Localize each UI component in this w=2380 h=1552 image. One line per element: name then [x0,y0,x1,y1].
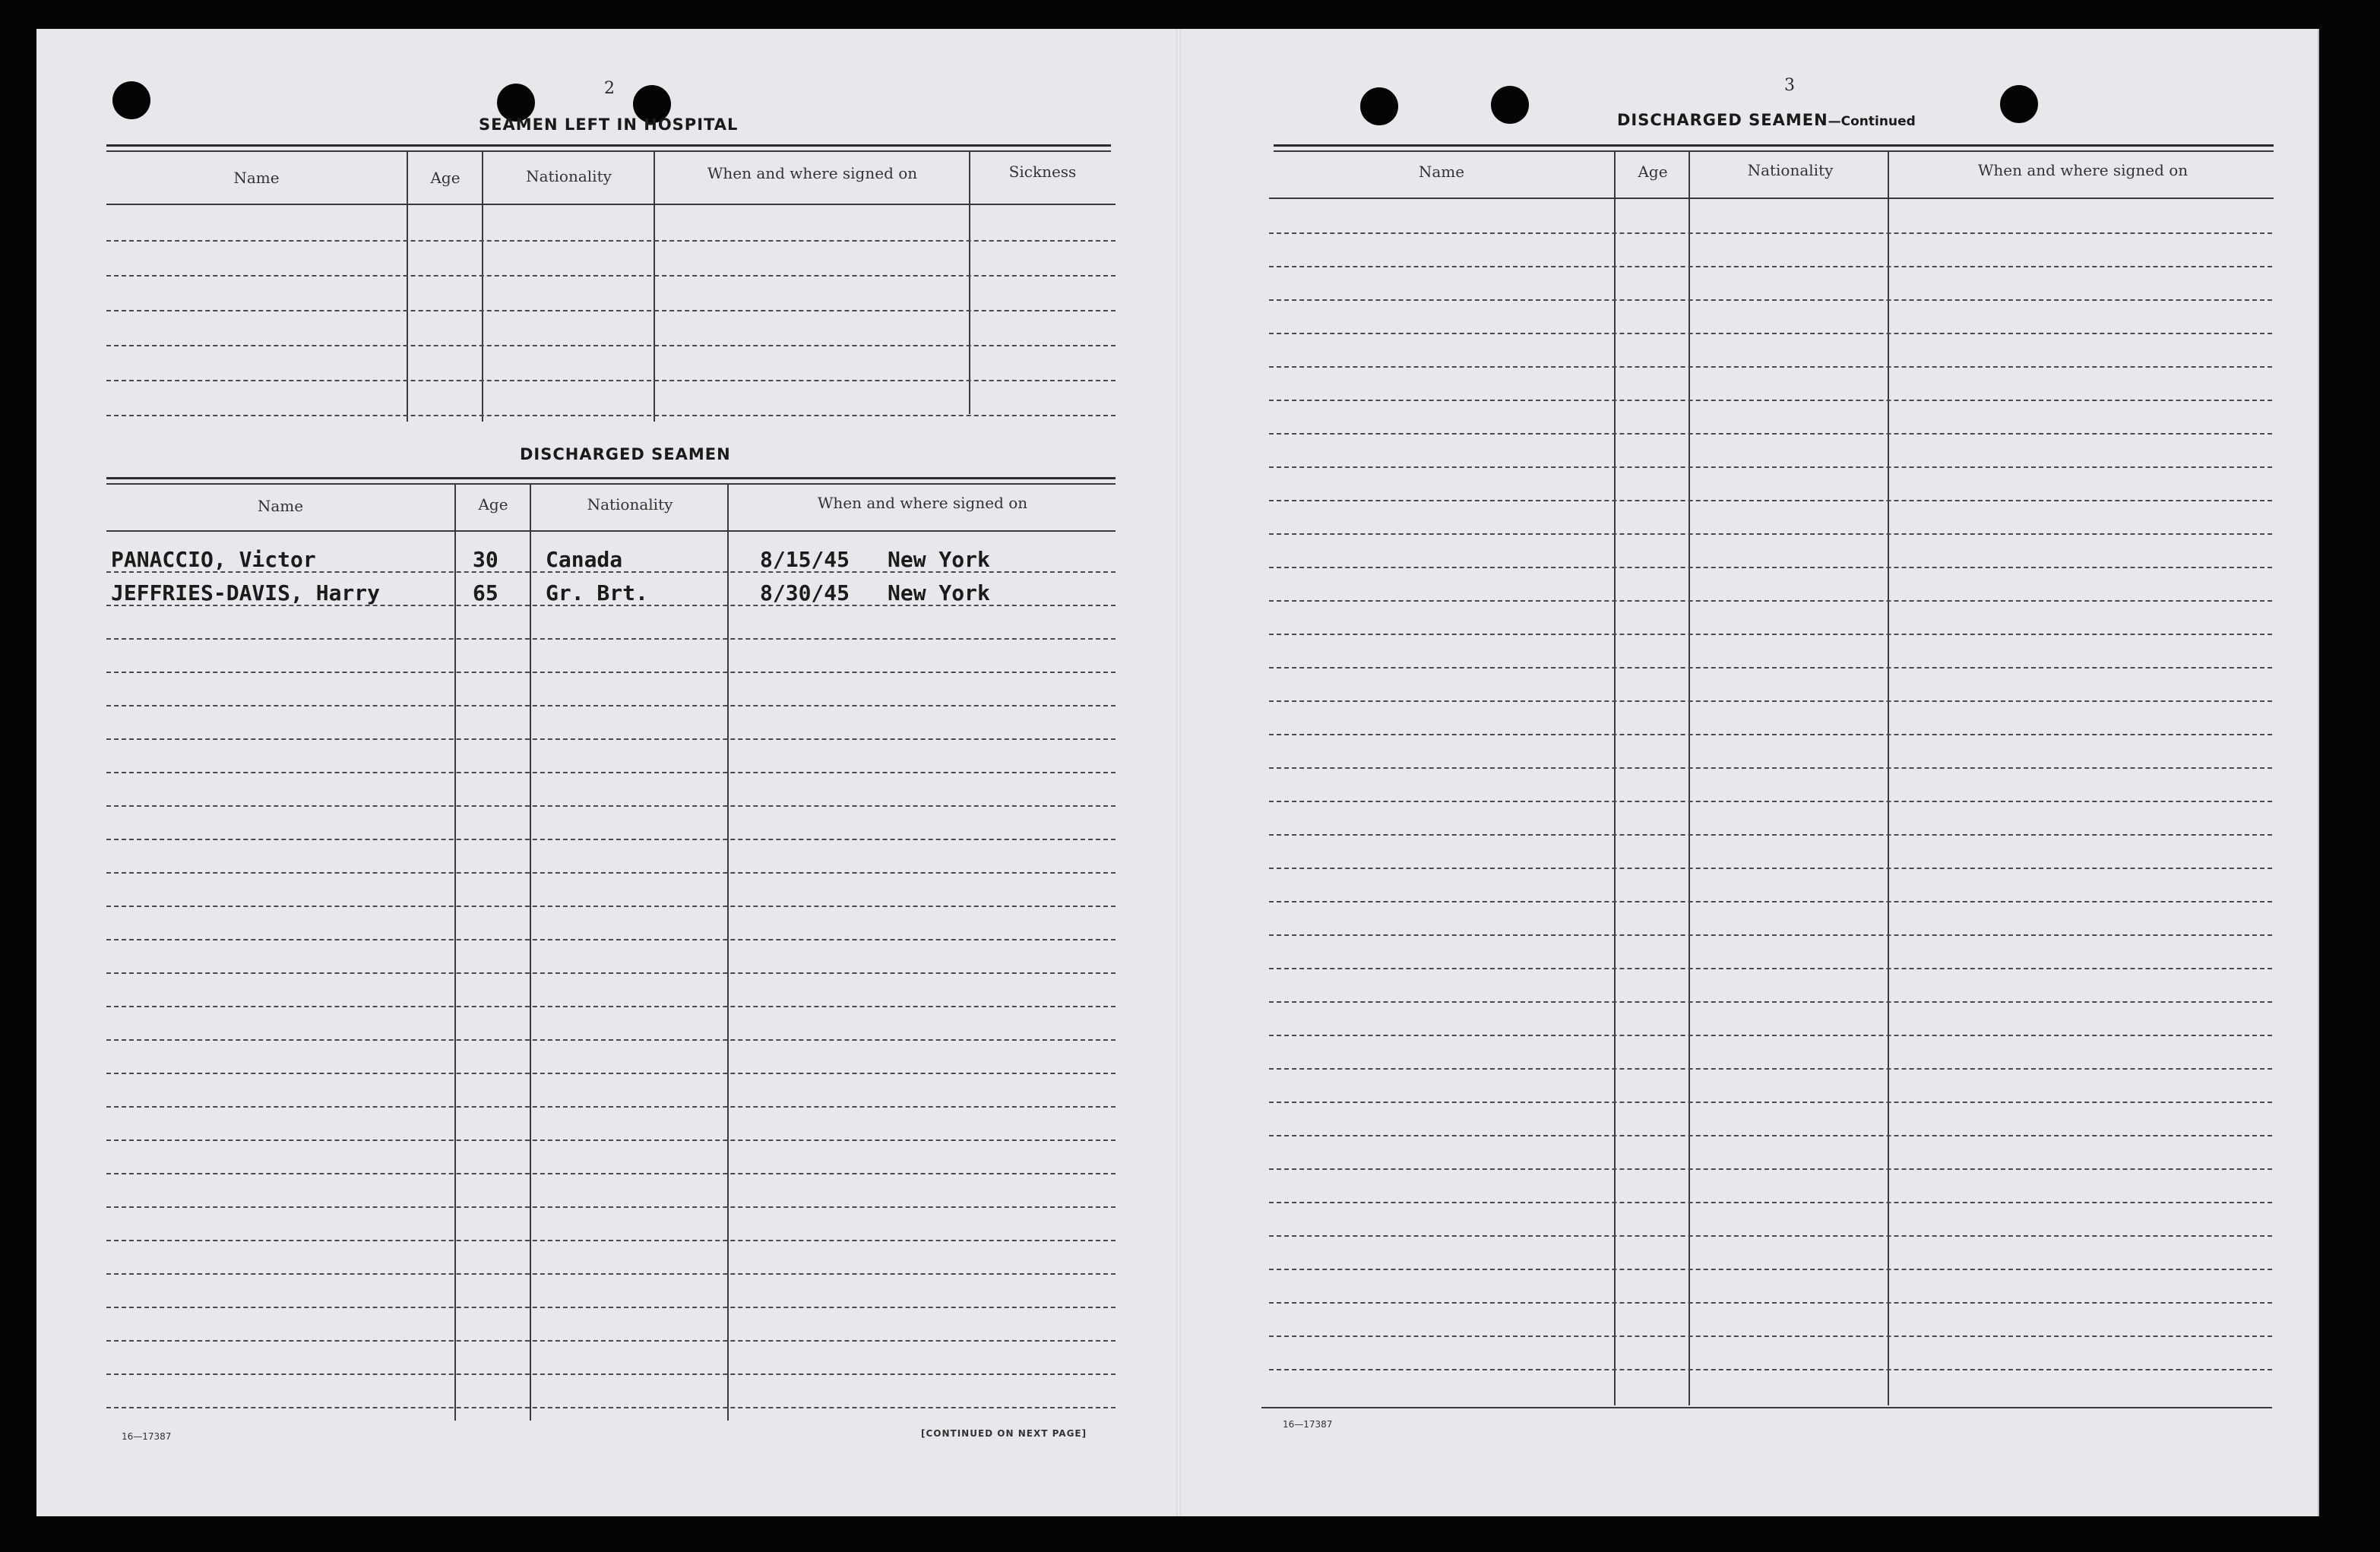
form-number-right: 16—17387 [1283,1419,1333,1430]
discharged-table-header-rule [106,530,1116,532]
discharged-col-signed-on: When and where signed on [817,494,1028,512]
hospital-section-title: SEAMEN LEFT IN HOSPITAL [479,115,739,134]
right-col-nationality: Nationality [1747,161,1834,179]
discharged-row-1-date: 8/15/45 [760,547,850,572]
discharged-row-1-place: New York [888,547,990,572]
right-page-title [1617,111,1916,129]
right-col-name: Name [1418,163,1465,181]
hospital-table-header-rule [106,204,1116,205]
right-row-line [1269,868,2272,869]
discharged-row-line [106,805,1116,807]
hospital-col-signed-on: When and where signed on [707,164,918,182]
right-row-line [1269,366,2272,368]
discharged-col-divider [454,485,456,1421]
discharged-row-line [106,638,1116,640]
discharged-row-line [106,738,1116,740]
hospital-table-top-rule-2 [106,150,1111,152]
discharged-row-2-place: New York [888,580,990,605]
hospital-col-divider [969,152,970,414]
right-row-line [1269,567,2272,568]
right-row-line [1269,700,2272,702]
hospital-col-name: Name [233,169,280,187]
punch-hole [2000,85,2038,123]
right-row-line [1269,667,2272,669]
discharged-row-1-age: 30 [473,547,498,572]
right-row-line [1269,968,2272,969]
right-table-bottom-rule [1261,1407,2272,1408]
discharged-table-top-rule [106,477,1116,479]
right-row-line [1269,934,2272,936]
discharged-col-name: Name [257,497,304,515]
discharged-row-line [106,939,1116,940]
right-row-line [1269,433,2272,435]
discharged-row-line [106,571,1116,573]
discharged-row-2-age: 65 [473,580,498,605]
hospital-row-line [106,380,1116,381]
discharged-row-line [106,1006,1116,1007]
hospital-row-line [106,345,1116,346]
discharged-row-1-nationality: Canada [546,547,623,572]
right-page-title-suffix: —Continued [1828,114,1916,129]
right-row-line [1269,801,2272,802]
discharged-row-line [106,906,1116,907]
discharged-row-line [106,1407,1116,1408]
discharged-row-2-name: JEFFRIES-DAVIS, Harry [111,580,381,605]
right-row-line [1269,767,2272,769]
page-fold [1176,29,1181,1516]
right-col-signed-on: When and where signed on [1977,161,2189,179]
discharged-row-line [106,1240,1116,1241]
discharged-row-line [106,772,1116,773]
right-table-top-rule [1274,144,2274,147]
hospital-table-top-rule [106,144,1111,147]
right-row-line [1269,1202,2272,1203]
right-row-line [1269,232,2272,234]
right-row-line [1269,1135,2272,1136]
discharged-row-line [106,1173,1116,1174]
hospital-col-age: Age [430,169,460,187]
right-row-line [1269,466,2272,468]
right-row-line [1269,1102,2272,1103]
discharged-row-line [106,1206,1116,1208]
discharged-row-line [106,972,1116,974]
right-row-line [1269,1335,2272,1337]
right-row-line [1269,1035,2272,1036]
right-row-line [1269,1001,2272,1003]
right-col-age: Age [1638,163,1668,181]
right-row-line [1269,1269,2272,1270]
hospital-row-line [106,415,1116,416]
hospital-col-nationality: Nationality [526,167,612,185]
discharged-col-age: Age [478,495,508,514]
discharged-row-line [106,1307,1116,1308]
right-col-divider [1614,152,1616,1405]
punch-hole [112,81,150,119]
hospital-row-line [106,310,1116,311]
form-number-left: 16—17387 [122,1431,172,1442]
discharged-row-line [106,605,1116,606]
right-row-line [1269,500,2272,501]
right-row-line [1269,600,2272,602]
discharged-section-title: DISCHARGED SEAMEN [520,445,731,463]
discharged-row-2-nationality: Gr. Brt. [546,580,648,605]
discharged-row-line [106,1373,1116,1375]
discharged-table-top-rule-2 [106,483,1116,485]
right-row-line [1269,400,2272,401]
discharged-row-line [106,1140,1116,1141]
discharged-col-divider [530,485,531,1421]
discharged-row-line [106,839,1116,840]
discharged-row-line [106,1073,1116,1074]
right-col-divider [1888,152,1889,1405]
right-row-line [1269,634,2272,635]
hospital-row-line [106,240,1116,242]
hospital-col-sickness: Sickness [1008,163,1077,181]
punch-hole [1491,86,1529,124]
discharged-row-1-name: PANACCIO, Victor [111,547,316,572]
discharged-col-nationality: Nationality [587,495,673,514]
continued-note: [CONTINUED ON NEXT PAGE] [921,1428,1087,1439]
discharged-row-line [106,705,1116,706]
discharged-row-line [106,1106,1116,1108]
right-row-line [1269,1068,2272,1070]
right-row-line [1269,1302,2272,1304]
right-row-line [1269,1369,2272,1370]
discharged-row-line [106,1039,1116,1041]
punch-hole [1360,87,1398,125]
discharged-row-line [106,872,1116,874]
right-row-line [1269,901,2272,902]
discharged-row-2-date: 8/30/45 [760,580,850,605]
right-table-header-rule [1269,198,2274,199]
right-table-top-rule-2 [1274,150,2274,152]
discharged-row-line [106,672,1116,673]
page-number-left: 2 [604,79,615,98]
discharged-col-divider [727,485,729,1421]
discharged-row-line [106,1273,1116,1275]
right-col-divider [1688,152,1690,1405]
hospital-row-line [106,275,1116,277]
right-row-line [1269,299,2272,301]
right-row-line [1269,266,2272,267]
right-row-line [1269,1168,2272,1170]
right-row-line [1269,1235,2272,1237]
right-row-line [1269,734,2272,735]
right-page-title-main: DISCHARGED SEAMEN [1617,111,1828,129]
right-row-line [1269,533,2272,535]
discharged-row-line [106,1340,1116,1342]
right-row-line [1269,834,2272,836]
page-number-right: 3 [1784,76,1795,95]
right-row-line [1269,333,2272,334]
